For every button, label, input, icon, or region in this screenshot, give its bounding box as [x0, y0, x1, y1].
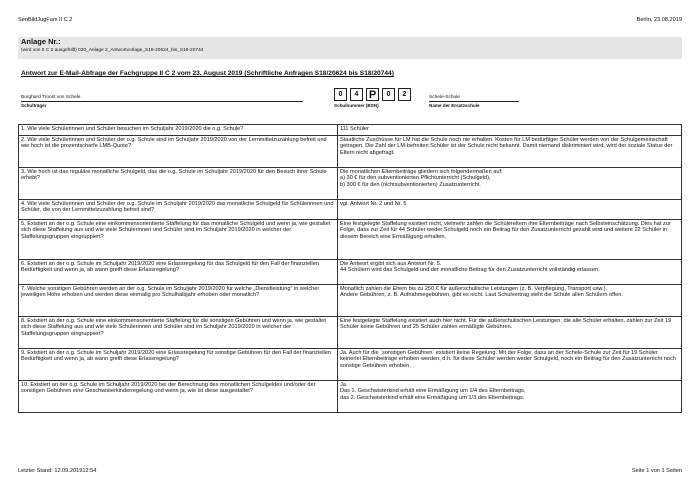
answer-line: das 2. Geschwisterkind erhält eine Ermäßigung um 1/3 des Elternbeitrags.	[340, 395, 525, 402]
answer-line: Eine festgelegte Staffelung existiert nicht, vielmehr zahlen die Schülereltern ihre Elternbeiträge nach Selbsteinschätzung. Dies hat zur Folge, dass zur Zeit für 44 Schüler weder Schulgeld noch ein Beitrag für den Zusatzunterricht gezahlt wird und weitere 22 Schüler in diesem Bereich eine Ermäßigung erhalten.	[340, 220, 673, 241]
table-row	[19, 285, 682, 317]
question-cell: 3. Wie hoch ist das reguläre monatliche Schulgeld, das die o.g. Schule im Schuljahr 2019/2020 für den Besuch ihrer Schule erhebt?	[19, 168, 338, 200]
question-cell: 8. Existiert an der o.g. Schule eine einkommensorientierte Staffelung für die sonstigen Gebühren und wenn ja, wie gestaltet sich diese Staffelung aus und wie viele Schülerinnen und Schüler sind im Schuljahr 2019/2020 in welcher der Staffelungsgruppen eingruppiert?	[19, 317, 338, 349]
table-row	[19, 125, 682, 136]
qa-table	[18, 124, 682, 413]
question-cell: 4. Wie viele Schülerinnen und Schüler der o.g. Schule im Schuljahr 2019/2020 das monatliche Schulgeld für Schülerinnen und Schüler, die von der Lernmittelzuzahlung befreit sind?	[19, 200, 338, 220]
school-name-label: Name der Ersatzschule	[429, 103, 480, 108]
question-cell: 2. Wie viele Schülerinnen und Schüler der o.g. Schule sind im Schuljahr 2019/2020 von der Lernmittelzuzahlung befreit und wie hoch ist die prozentscharfe LMB-Quote?	[19, 136, 338, 168]
footer-page-number: Seite 1 von 1 Seiten	[631, 468, 682, 474]
operator-label: Schulträger	[21, 103, 47, 108]
answer-line: 44 Schülern wird das Schulgeld und der monatliche Beitrag für den Zusatzunterricht vollständig erlassen.	[340, 267, 600, 274]
header-left-text: SenBildJugFam II C 2	[18, 17, 73, 23]
table-row	[19, 220, 682, 260]
question-cell: 6. Existiert an der o.g. Schule im Schuljahr 2019/2020 eine Erlassregelung für das Schulgeld für den Fall der finanziellen Bedürftigkeit und wenn ja, ab wann greift diese Erlassregelung?	[19, 260, 338, 285]
table-row	[19, 349, 682, 381]
answer-line: Die monatlichen Elternbeiträge gliedern sich folgendermaßen auf:	[340, 168, 503, 175]
table-row	[19, 260, 682, 285]
answer-line: a) 30 € für den subventionierten Pflichtunterricht (Schulgeld),	[340, 175, 491, 182]
answer-cell	[338, 125, 682, 136]
operator-underline	[21, 101, 303, 102]
table-row	[19, 168, 682, 200]
answer-cell	[338, 260, 682, 285]
answer-cell	[338, 317, 682, 349]
question-cell: 10. Existiert an der o.g. Schule im Schuljahr 2019/2020 bei der Berechnung des monatlichen Schulgeldes und/oder der sonstigen Gebühren eine Geschwisterkinderregelung und wenn ja, wie ist diese ausgestaltet?	[19, 381, 338, 413]
header-date: Berlin, 23.08.2019	[636, 17, 682, 23]
question-cell: 5. Existiert an der o.g. Schule eine einkommensorientierte Staffelung für das monatliche Schulgeld und wenn ja, wie gestaltet sich diese Staffelung aus und wie viele Schülerinnen und Schüler sind im Schuljahr 2019/2020 in welcher der Staffelungsgruppen eingruppiert?	[19, 220, 338, 260]
answer-cell	[338, 220, 682, 260]
answer-cell	[338, 381, 682, 413]
answer-cell	[338, 285, 682, 317]
answer-line: 111 Schüler	[340, 125, 370, 132]
question-cell: 1. Wie viele Schülerinnen und Schüler besuchen im Schuljahr 2019/2020 die o.g. Schule?	[19, 125, 338, 136]
school-number-boxes	[334, 88, 411, 101]
school-name-underline	[429, 101, 519, 102]
answer-cell	[338, 349, 682, 381]
table-row	[19, 136, 682, 168]
answer-line: vgl. Antwort Nr. 2 und Nr. 5	[340, 200, 407, 207]
answer-cell	[338, 136, 682, 168]
answer-line: Staatliche Zuschüsse für LM hat die Schule noch nie erhalten. Kosten für LM bedürftiger Schüler werden von der Schulgemeinschaft getragen. Die Zahl der LM-befreiten Schüler ist der Schule nicht bekannt. Damit niemand diskriminiert wird, wird der soziale Status der Eltern nicht abgefragt.	[340, 136, 674, 157]
school-number-digit: 0	[334, 88, 347, 101]
table-row	[19, 381, 682, 413]
answer-line: Monatlich zahlen die Eltern bis zu 250 € für außerschulische Leistungen (z. B. Verpflegung, Transport usw.).	[340, 285, 608, 292]
school-name: Schele-Schule	[429, 95, 460, 100]
answer-line: Eine festgelegte Staffelung existiert auch hier nicht. Für die außerschulischen Leistungen, die alle Schüler erhalten, zahlen zur Zeit 19 Schüler keine Gebühren und 25 Schüler zahlen ermäßigte Gebühren.	[340, 317, 673, 331]
table-row	[19, 317, 682, 349]
answer-line: Das 1. Geschwisterkind erhält eine Ermäßigung um 1/4 des Elternbeitrags,	[340, 388, 526, 395]
footer-last-updated: Letzter Stand: 12.09.201912:54	[18, 468, 97, 474]
page-title: Antwort zur E-Mail-Abfrage der Fachgruppe II C 2 vom 23. August 2019 (Schriftliche Anfragen S18/20624 bis S18/20744)	[21, 70, 394, 77]
anlage-title: Anlage Nr.:	[21, 37, 61, 46]
school-number-label: Schulnummer (BSN)	[334, 103, 379, 108]
school-number-digit: 4	[350, 88, 363, 101]
school-number-digit: P	[366, 88, 379, 101]
question-cell: 9. Existiert an der o.g. Schule im Schuljahr 2019/2020 eine Erlassregelung für sonstige Gebühren für den Fall der finanziellen Bedürftigkeit und wenn ja, ab wann greift diese Erlassregelung?	[19, 349, 338, 381]
school-operator-name: Burghard Troost von Schele	[21, 95, 81, 100]
school-number-digit: 2	[398, 88, 411, 101]
school-number-digit: 0	[382, 88, 395, 101]
question-cell: 7. Welche sonstigen Gebühren werden an der o.g. Schule im Schuljahr 2019/2020 für welche „Dienstleistung" in welcher jeweiligen Höhe erhoben und werden diese einmalig pro Schulhalbjahr erhoben oder monatlich?	[19, 285, 338, 317]
answer-line: Andere Gebühren, z. B. Aufnahmegebühren, gibt es nicht. Laut Schulvertrag steht die Schule allen Schülern offen.	[340, 292, 623, 299]
answer-line: b) 300 € für den (nichtsubventionierten) Zusatzunterricht.	[340, 182, 481, 189]
answer-line: Ja.	[340, 381, 348, 388]
answer-line: Ja. Auch für die `sonstigen Gebühren´ existiert keine Regelung. Mit der Folge, dass an der Schele-Schule zur Zeit für 19 Schüler keinerlei Elternbeiträge erhoben werden, d.h. für diese Schüler werden weder Schulgeld, noch ein Beitrag für den Zusatzunterricht noch sonstige Gebühren erhoben.	[340, 349, 678, 370]
anlage-subtitle: (wird von II C 2 ausgefüllt) 020_Anlage 2_Antwortvorlage_S18-20624_bis_S18-20744	[21, 48, 204, 53]
answer-cell	[338, 200, 682, 220]
table-row	[19, 200, 682, 220]
answer-cell	[338, 168, 682, 200]
answer-line: Die Antwort ergibt sich aus Antwort Nr. 5.	[340, 260, 442, 267]
